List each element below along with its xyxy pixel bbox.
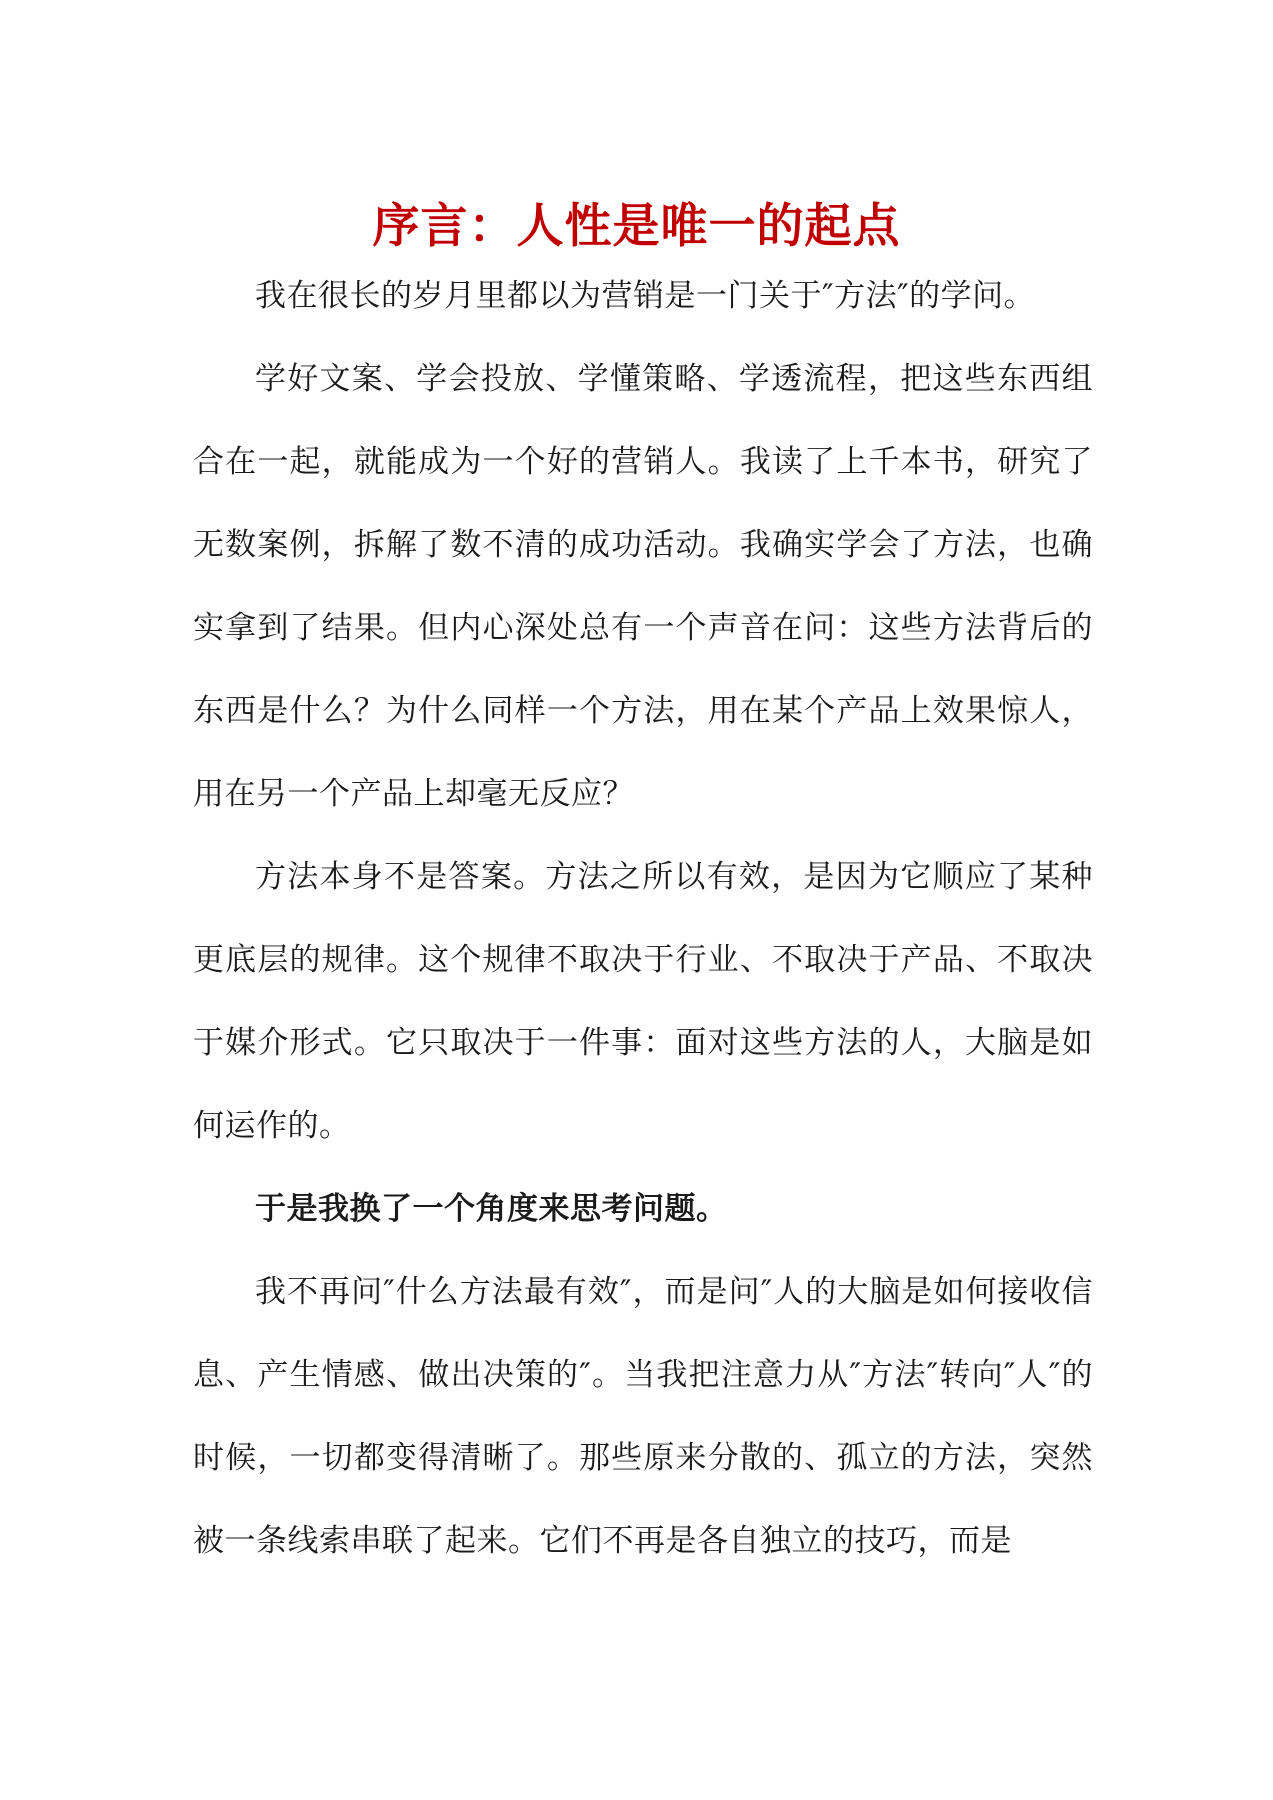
paragraph-4-bold: 于是我换了一个角度来思考问题。	[255, 1191, 728, 1227]
paragraph-3: 方法本身不是答案。方法之所以有效，是因为它顺应了某种更底层的规律。这个规律不取决于行业、不取决于产品、不取决于媒介形式。它只取决于一件事：面对这些方法的人，大脑是如何运作的。	[193, 859, 1093, 1144]
paragraph-5: 我不再问″什么方法最有效″，而是问″人的大脑是如何接收信息、产生情感、做出决策的″。当我把注意力从″方法″转向″人″的时候，一切都变得清晰了。那些原来分散的、孤立的方法，突然被一条线索串联了起来。它们不再是各自独立的技巧，而是	[193, 1274, 1093, 1559]
paragraph-1: 我在很长的岁月里都以为营销是一门关于″方法″的学问。	[255, 278, 1036, 314]
page-title: 序言：人性是唯一的起点	[372, 199, 901, 255]
paragraph-2: 学好文案、学会投放、学懂策略、学透流程，把这些东西组合在一起，就能成为一个好的营销人。我读了上千本书，研究了无数案例，拆解了数不清的成功活动。我确实学会了方法，也确实拿到了结果。但内心深处总有一个声音在问：这些方法背后的东西是什么？为什么同样一个方法，用在某个产品上效果惊人，用在另一个产品上却毫无反应？	[193, 361, 1093, 812]
body-text	[193, 255, 1093, 1583]
